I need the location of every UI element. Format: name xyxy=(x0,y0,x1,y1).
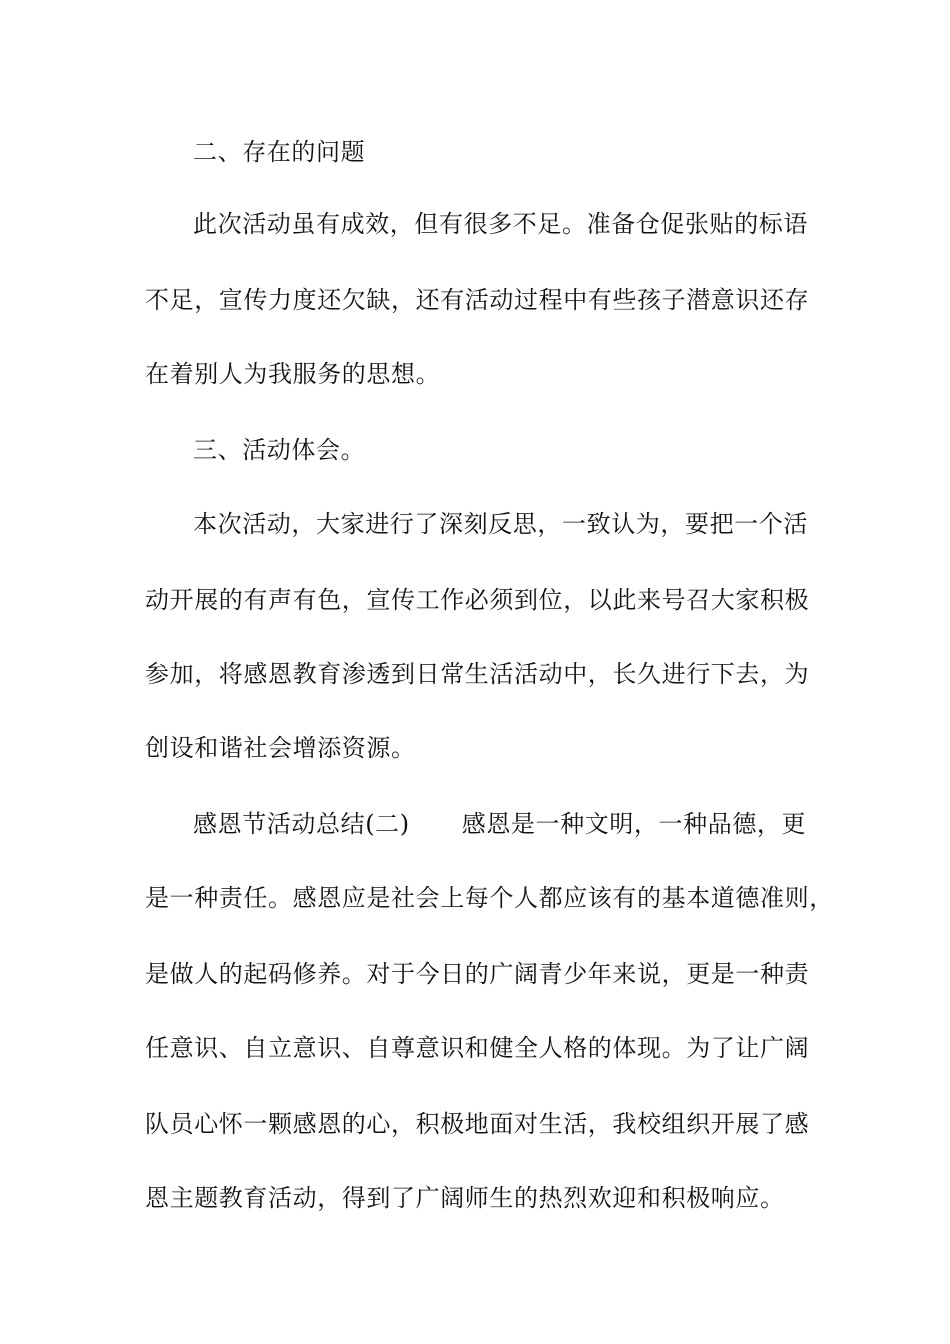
paragraph-line: 本次活动，大家进行了深刻反思，一致认为，要把一个活 xyxy=(193,510,808,538)
paragraph-line: 任意识、自立意识、自尊意识和健全人格的体现。为了让广阔 xyxy=(145,1034,810,1062)
paragraph-line: 创设和谐社会增添资源。 xyxy=(145,734,416,762)
paragraph-line: 队员心怀一颗感恩的心，积极地面对生活，我校组织开展了感 xyxy=(145,1110,810,1138)
paragraph-line-start: 感恩是一种文明，一种品德，更 xyxy=(461,810,807,838)
section-heading-experience: 三、活动体会。 xyxy=(193,436,366,464)
paragraph-line: 恩主题教育活动，得到了广阔师生的热烈欢迎和积极响应。 xyxy=(145,1184,785,1212)
paragraph-line: 此次活动虽有成效，但有很多不足。准备仓促张贴的标语 xyxy=(193,210,808,238)
summary-title: 感恩节活动总结(二) xyxy=(193,810,410,838)
paragraph-line: 在着别人为我服务的思想。 xyxy=(145,360,441,388)
summary-title-line xyxy=(193,808,833,840)
paragraph-line: 是一种责任。感恩应是社会上每个人都应该有的基本道德准则， xyxy=(145,884,834,912)
paragraph-line: 动开展的有声有色，宣传工作必须到位，以此来号召大家积极 xyxy=(145,586,810,614)
paragraph-line: 不足，宣传力度还欠缺，还有活动过程中有些孩子潜意识还存 xyxy=(145,286,810,314)
paragraph-line: 是做人的起码修养。对于今日的广阔青少年来说，更是一种责 xyxy=(145,960,810,988)
paragraph-line: 参加，将感恩教育渗透到日常生活活动中，长久进行下去，为 xyxy=(145,660,810,688)
section-heading-problems: 二、存在的问题 xyxy=(193,138,366,166)
